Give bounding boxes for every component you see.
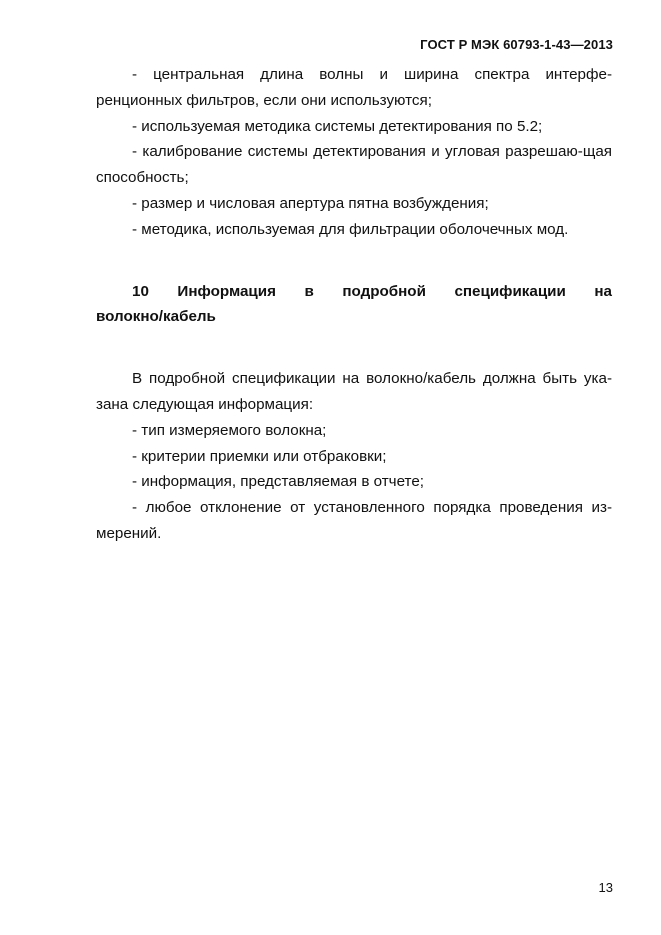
section-heading-line bbox=[96, 279, 612, 305]
standard-code-header: ГОСТ Р МЭК 60793-1-43—2013 bbox=[420, 37, 613, 52]
section-number: 10 bbox=[132, 282, 149, 300]
page-number: 13 bbox=[598, 880, 613, 895]
list-item: - размер и числовая апертура пятна возбуждения; bbox=[132, 194, 489, 212]
list-item: - информация, представляемая в отчете; bbox=[132, 473, 424, 491]
section-heading-continuation: волокно/кабель bbox=[96, 308, 216, 326]
heading-word: подробной bbox=[342, 282, 426, 300]
heading-word: Информация bbox=[177, 282, 276, 300]
list-item: - калибрование системы детектирования и угловая разрешаю-щая способность; bbox=[96, 143, 612, 187]
section-heading bbox=[96, 279, 612, 331]
heading-word: в bbox=[304, 282, 314, 300]
page-content bbox=[96, 62, 612, 547]
list-item: - центральная длина волны и ширина спектра интерфе-ренционных фильтров, если они используются; bbox=[96, 66, 612, 109]
list-item: - методика, используемая для фильтрации оболочечных мод. bbox=[132, 220, 569, 238]
list-item: - любое отклонение от установленного порядка проведения из-мерений. bbox=[96, 499, 612, 542]
list-item: - тип измеряемого волокна; bbox=[132, 421, 327, 439]
heading-word: спецификации bbox=[454, 282, 566, 300]
list-item: - используемая методика системы детектирования по 5.2; bbox=[132, 117, 543, 135]
section-intro-paragraph: В подробной спецификации на волокно/кабель должна быть ука-зана следующая информация: bbox=[96, 370, 612, 413]
list-item: - критерии приемки или отбраковки; bbox=[132, 447, 387, 465]
heading-word: на bbox=[594, 282, 612, 300]
